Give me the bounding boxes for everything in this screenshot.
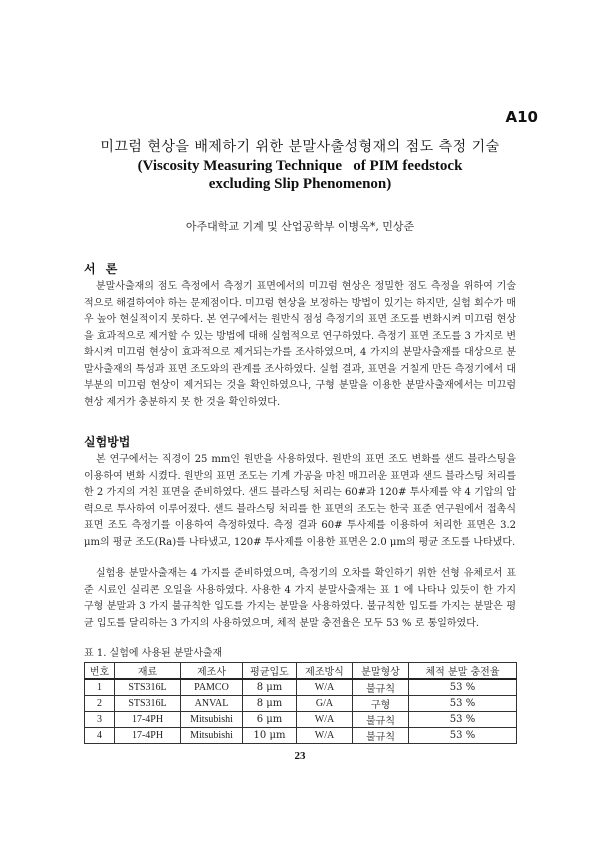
table-cell: 53 % xyxy=(409,696,517,712)
table-cell: 3 xyxy=(85,712,115,728)
table-header-cell: 제조사 xyxy=(181,663,243,680)
table-header-cell: 체적 분말 충전율 xyxy=(409,663,517,680)
table-cell: G/A xyxy=(297,696,353,712)
table-caption: 표 1. 실험에 사용된 분말사출재 xyxy=(84,648,223,659)
table-cell: 10 μm xyxy=(243,728,297,744)
table-header-cell: 번호 xyxy=(85,663,115,680)
table-cell: 53 % xyxy=(409,728,517,744)
table-cell: 불규칙 xyxy=(353,728,409,744)
table-header-cell: 재료 xyxy=(115,663,181,680)
table-cell: 1 xyxy=(85,679,115,696)
table-cell: W/A xyxy=(297,728,353,744)
table-row xyxy=(85,728,517,744)
table-cell: W/A xyxy=(297,679,353,696)
title-english-line2: excluding Slip Phenomenon) xyxy=(208,176,392,192)
table-cell: PAMCO xyxy=(181,679,243,696)
table-header-row xyxy=(85,663,517,680)
table-cell: 불규칙 xyxy=(353,712,409,728)
page-number: 23 xyxy=(294,750,306,762)
table-cell: 2 xyxy=(85,696,115,712)
paper-code: A10 xyxy=(505,108,538,126)
method-paragraph-2: 실험용 분말사출재는 4 가지를 준비하였으며, 측정기의 오차를 확인하기 위한 선형 유체로서 표준 시료인 실리콘 오일을 사용하였다. 사용한 4 가지 분말사출재는 표 1 에 나타나 있듯이 한 가지 구형 분말과 3 가지 불규칙한 입도를 가지는 분말을 사용하였다. 불규칙한 입도를 가지는 분말은 평균 입도를 달리하는 3 가지의 사용하였으며, 체적 분말 충전율은 모두 53 % 로 통일하였다. xyxy=(84,568,516,629)
table-row xyxy=(85,679,517,696)
intro-paragraph: 분말사출재의 점도 측정에서 측정기 표면에서의 미끄럼 현상은 정밀한 점도 측정을 위하여 기술적으로 해결하여야 하는 문제점이다. 미끄럼 현상을 보정하는 방법이 있기는 하지만, 실험 회수가 매우 높아 현실적이지 못하다. 본 연구에서는 원반식 점성 측정기의 표면 조도를 변화시켜 미끄럼 현상을 효과적으로 제거할 수 있는 방법에 대해 실험적으로 연구하였다. 측정기 표면 조도를 3 가지로 변화시켜 미끄럼 현상이 효과적으로 제거되는가를 조사하였으며, 4 가지의 분말사출재를 대상으로 분말사출재의 특성과 표면 조도와의 관계를 조사하였다. 실험 결과, 표면을 거칠게 만든 측정기에서 대부분의 미끄럼 현상이 제거되는 것을 확인하였으나, 구형 분말을 이용한 분말사출재에서는 미끄럼 현상 제거가 충분하지 못 한 것을 확인하였다. xyxy=(84,281,516,408)
table-cell: 53 % xyxy=(409,679,517,696)
table-row xyxy=(85,696,517,712)
method-heading: 실험방법 xyxy=(84,435,131,449)
feedstock-table xyxy=(84,662,517,744)
table-cell: 구형 xyxy=(353,696,409,712)
table-cell: 4 xyxy=(85,728,115,744)
table-cell: 6 μm xyxy=(243,712,297,728)
table-cell: W/A xyxy=(297,712,353,728)
table-cell: 8 μm xyxy=(243,696,297,712)
table-cell: Mitsubishi xyxy=(181,712,243,728)
table-header-cell: 평균입도 xyxy=(243,663,297,680)
table-header-cell: 분말형상 xyxy=(353,663,409,680)
authors: 아주대학교 기계 및 산업공학부 이병옥*, 민상준 xyxy=(185,220,415,233)
table-cell: 17-4PH xyxy=(115,712,181,728)
table-cell: STS316L xyxy=(115,679,181,696)
table-row xyxy=(85,712,517,728)
table-cell: STS316L xyxy=(115,696,181,712)
table-cell: 불규칙 xyxy=(353,679,409,696)
table-cell: Mitsubishi xyxy=(181,728,243,744)
intro-heading: 서 론 xyxy=(84,262,121,276)
table-header-cell: 제조방식 xyxy=(297,663,353,680)
title-korean: 미끄럼 현상을 배제하기 위한 분말사출성형재의 점도 측정 기술 xyxy=(100,139,500,155)
table-cell: 8 μm xyxy=(243,679,297,696)
method-paragraph-1: 본 연구에서는 직경이 25 mm인 원반을 사용하였다. 원반의 표면 조도 변화를 샌드 블라스팅을 이용하여 변화 시켰다. 원반의 표면 조도는 기계 가공을 마친 매끄러운 표면과 샌드 블라스팅 처리를 한 2 가지의 거친 표면을 준비하였다. 샌드 블라스팅 처리는 60#과 120# 투사제를 약 4 기압의 압력으로 투사하여 이루어졌다. 샌드 블라스팅 처리를 한 표면의 조도는 한국 표준 연구원에서 접촉식 표면 조도 측정기를 이용하여 측정하였다. 측정 결과 60# 투사제를 이용하여 처리한 표면은 3.2 μm의 평균 조도(Ra)를 나타냈고, 120# 투사제를 이용한 표면은 2.0 μm의 평균 조도를 나타냈다. xyxy=(84,454,516,548)
table-cell: 17-4PH xyxy=(115,728,181,744)
table-cell: 53 % xyxy=(409,712,517,728)
title-english-line1: (Viscosity Measuring Technique of PIM feedstock xyxy=(137,158,463,174)
table-cell: ANVAL xyxy=(181,696,243,712)
